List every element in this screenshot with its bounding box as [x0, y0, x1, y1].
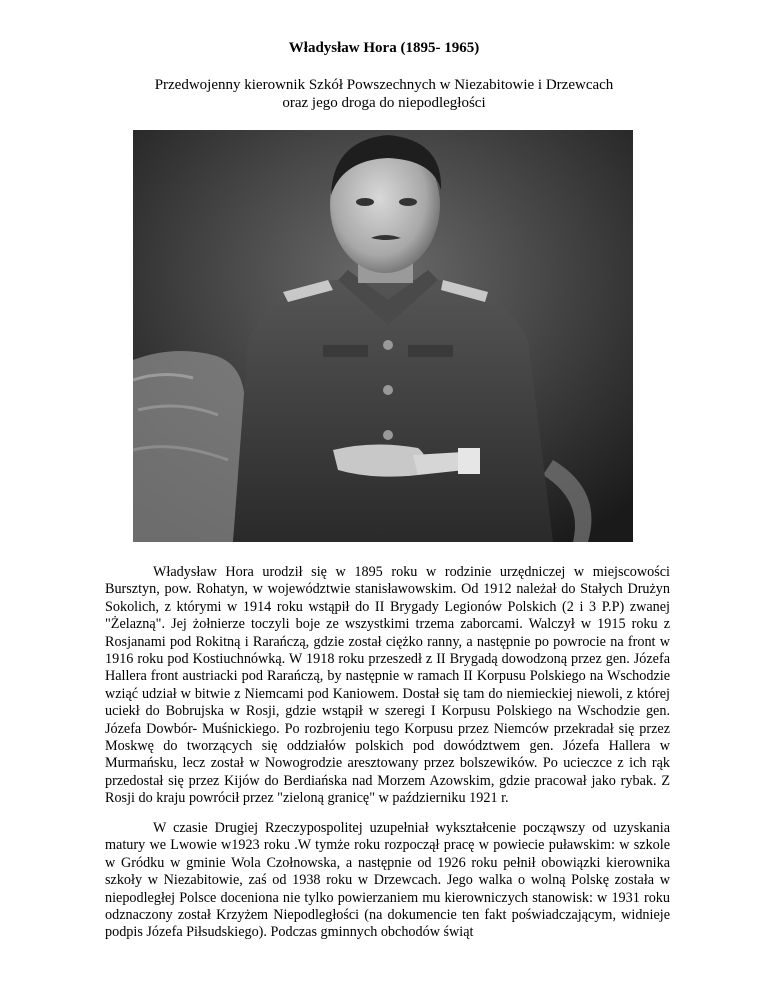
- subtitle-line-2: oraz jego droga do niepodległości: [282, 95, 486, 111]
- document-title: Władysław Hora (1895- 1965): [288, 40, 480, 56]
- paragraph-1: Władysław Hora urodził się w 1895 roku w rodzinie urzędniczej w miejscowości Bursztyn, pow. Rohatyn, w województwie stanisławowskim. Od 1912 należał do Stałych Drużyn Sokolich, z którymi w 1914 roku wstąpił do II Brygady Legionów Polskich (2 i 3 P.P) zwanej "Żelazną". Jej żołnierze toczyli boje ze wszystkimi trzema zaborcami. Walczył w 1915 roku z Rosjanami pod Rokitną i Rarańczą, gdzie został ciężko ranny, a następnie po powrocie na front w 1916 roku pod Kostiuchnówką. W 1918 roku przeszedł z II Brygadą dowodzoną przez gen. Józefa Hallera front austriacki pod Rarańczą, by następnie w ramach II Korpusu Polskiego na Wschodzie wziąć udział w bitwie z Niemcami pod Kaniowem. Dostał się tam do niemieckiej niewoli, z której uciekł do Bobrujska w Rosji, gdzie wstąpił w szeregi I Korpusu Polskiego na Wschodzie gen. Józefa Dowbór- Muśnickiego. Po rozbrojeniu tego Korpusu przez Niemców przekradał się przez Moskwę do tworzących się oddziałów polskich pod dowództwem gen. Józefa Hallera w Murmańsku, lecz został w Nowogrodzie aresztowany przez bolszewików. Po ucieczce z ich rąk przedostał się przez Kijów do Berdiańska nad Morzem Azowskim, gdzie pracował jako rybak. Z Rosji do kraju powrócił przez "zieloną granicę" w październiku 1921 r.: [105, 564, 670, 807]
- portrait-photo-icon: [133, 130, 633, 542]
- document-subtitle: [120, 76, 648, 112]
- subtitle-line-1: Przedwojenny kierownik Szkół Powszechnych w Niezabitowie i Drzewcach: [154, 77, 614, 93]
- portrait-photo: [133, 130, 633, 542]
- paragraph-2: W czasie Drugiej Rzeczypospolitej uzupełniał wykształcenie począwszy od uzyskania matury we Lwowie w1923 roku .W tymże roku rozpoczął pracę w powiecie puławskim: w szkole w Gródku w gminie Wola Czołnowska, a następnie od 1926 roku pełnił obowiązki kierownika szkoły w Niezabitowie, zaś od 1938 roku w Drzewcach. Jego walka o wolną Polskę została w niepodległej Polsce doceniona nie tylko powierzaniem mu kierowniczych stanowisk: w 1931 roku odznaczony został Krzyżem Niepodległości (na dokumencie ten fakt poświadczającym, widnieje podpis Józefa Piłsudskiego). Podczas gminnych obchodów świąt: [105, 820, 670, 941]
